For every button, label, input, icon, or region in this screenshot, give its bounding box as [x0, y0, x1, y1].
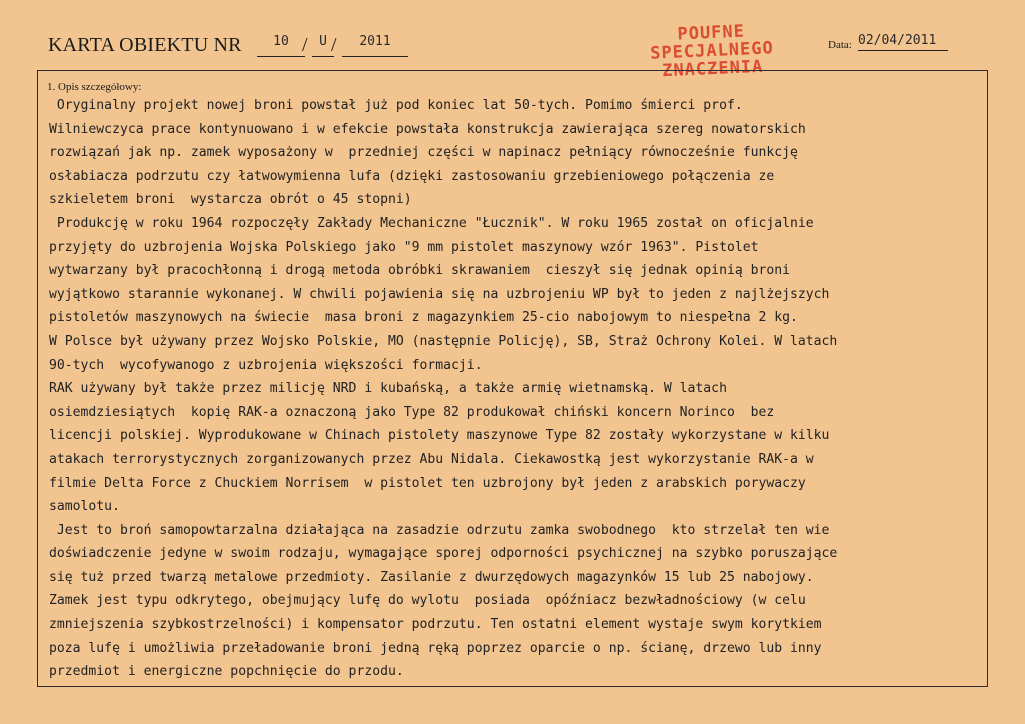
object-number-part-1: 10 — [257, 34, 305, 57]
text-line: licencji polskiej. Wyprodukowane w Chinach pistolety maszynowe Type 82 zostały wykorzystane w kilku — [49, 428, 830, 444]
date-value: 02/04/2011 — [858, 32, 948, 51]
text-line: wyjątkowo starannie wykonanej. W chwili pojawienia się na uzbrojeniu WP był to jeden z najlżejszych — [49, 286, 830, 302]
text-line: szkieletem broni wystarcza obrót o 45 stopni) — [49, 192, 412, 208]
card-title: KARTA OBIEKTU NR — [48, 34, 242, 56]
number-separator-2: / — [331, 34, 337, 56]
text-line: atakach terrorystycznych zorganizowanych przez Abu Nidala. Ciekawostką jest wykorzystanie RAK-a w — [49, 451, 814, 467]
object-number-part-2: U — [312, 34, 334, 57]
number-separator-1: / — [302, 34, 308, 56]
text-line: samolotu. — [49, 499, 120, 515]
text-line: pistoletów maszynowych na świecie masa broni z magazynkiem 25-cio nabojowym to niespełna 2 kg. — [49, 310, 798, 326]
object-number-year: 2011 — [342, 34, 408, 57]
text-line: przedmiot i energiczne popchnięcie do przodu. — [49, 664, 404, 680]
section-heading: 1. Opis szczegółowy: — [47, 81, 142, 93]
text-line: Oryginalny projekt nowej broni powstał już pod koniec lat 50-tych. Pomimo śmierci prof. — [49, 98, 743, 113]
text-line: Wilniewczyca prace kontynuowano i w efekcie powstała konstrukcja zawierająca szereg nowatorskich — [49, 121, 806, 137]
text-line: 90-tych wycofywanogo z uzbrojenia większości formacji. — [49, 357, 483, 373]
text-line: przyjęty do uzbrojenia Wojska Polskiego jako "9 mm pistolet maszynowy wzór 1963". Pistolet — [49, 239, 759, 255]
text-line: Produkcję w roku 1964 rozpoczęły Zakłady Mechaniczne "Łucznik". W roku 1965 został on oficjalnie — [49, 215, 814, 231]
text-line: filmie Delta Force z Chuckiem Norrisem w pistolet ten uzbrojony był jeden z arabskich porywaczy — [49, 475, 806, 491]
text-line: Jest to broń samopowtarzalna działająca na zasadzie odrzutu zamka swobodnego kto strzelał ten wie — [49, 522, 830, 538]
stamp-line-1: POUFNE — [677, 21, 746, 45]
text-line: zmniejszenia szybkostrzelności) i kompensator podrzutu. Ten ostatni element wystaje swym korytkiem — [49, 617, 822, 633]
text-line: rozwiązań jak np. zamek wyposażony w przedniej części w napinacz pełniący równocześnie funkcję — [49, 145, 798, 161]
date-label: Data: — [828, 39, 852, 51]
text-line: osłabiacza podrzutu czy łatwowymienna lufa (dzięki zastosowaniu grzebieniowego połączenia ze — [49, 168, 775, 184]
text-line: RAK używany był także przez milicję NRD i kubańską, a także armię wietnamską. W latach — [49, 381, 727, 397]
text-line: poza lufę i umożliwia przeładowanie broni jedną ręką poprzez oparcie o np. ścianę, drzewo lub inny — [49, 640, 822, 656]
stamp-line-3: ZNACZENIA — [661, 56, 764, 82]
text-line: osiemdziesiątych kopię RAK-a oznaczoną jako Type 82 produkował chiński koncern Norinco bez — [49, 404, 775, 420]
description-text — [49, 94, 979, 684]
text-line: doświadczenie jedyne w swoim rodzaju, wymagające sporej odporności psychicznej na szybko poruszające — [49, 546, 838, 562]
text-line: Zamek jest typu odkrytego, obejmujący lufę do wylotu posiada opóźniacz bezwładnościowy (w celu — [49, 593, 806, 609]
text-line: się tuż przed twarzą metalowe przedmioty. Zasilanie z dwurzędowych magazynków 15 lub 25 nabojowy. — [49, 569, 814, 585]
text-line: W Polsce był używany przez Wojsko Polskie, MO (następnie Policję), SB, Straż Ochrony Kolei. W latach — [49, 333, 838, 349]
description-box — [37, 70, 988, 687]
stamp-line-2: SPECJALNEGO — [649, 38, 775, 64]
text-line: wytwarzany był pracochłonną i drogą metoda obróbki skrawaniem cieszył się jednak opinią broni — [49, 263, 791, 279]
